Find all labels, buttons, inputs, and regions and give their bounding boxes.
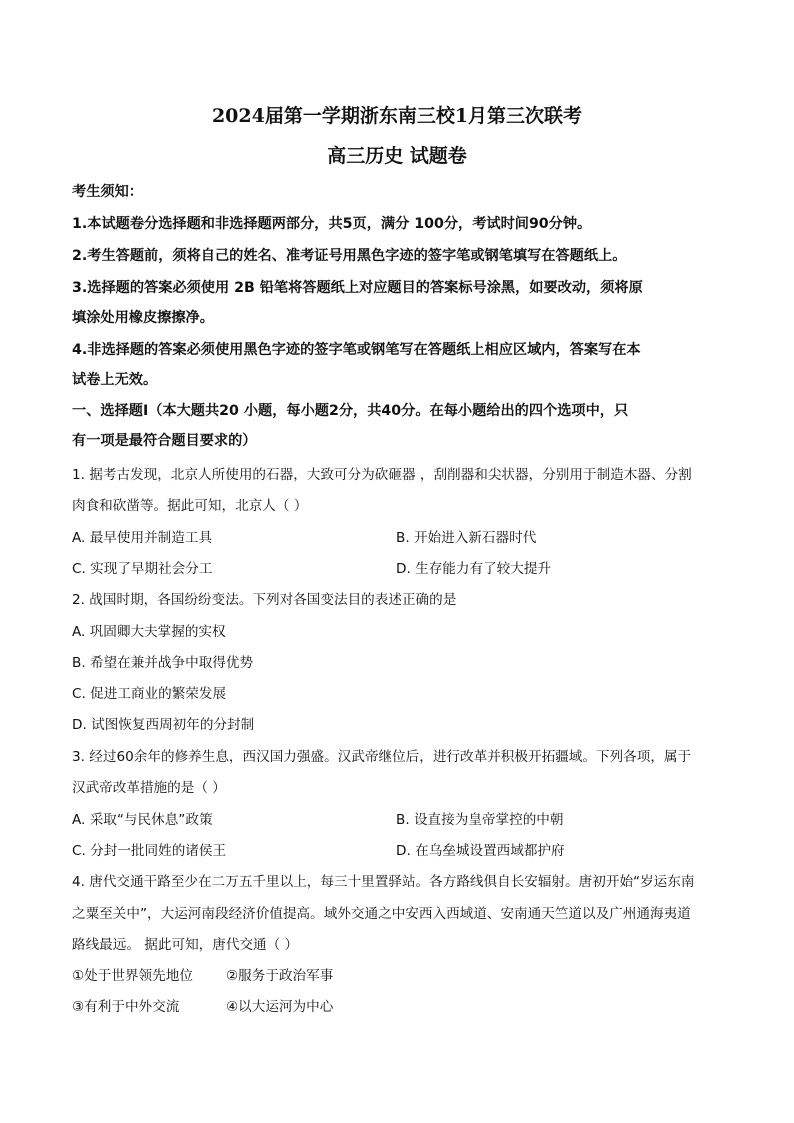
- question-1-stem-cont: 肉食和砍凿等。据此可知，北京人（ ）: [72, 498, 308, 514]
- question-3-stem: 3. 经过60余年的修养生息，西汉国力强盛。汉武帝继位后，进行改革并积极开拓疆域。下列各项，属于: [72, 749, 692, 765]
- question-4-statement-3: ③有利于中外交流: [72, 999, 180, 1015]
- question-4-statement-1: ①处于世界领先地位: [72, 968, 193, 984]
- question-3-option-c: C. 分封一批同姓的诸侯王: [72, 843, 227, 859]
- question-3-option-a: A. 采取“与民休息”政策: [72, 812, 213, 828]
- question-4-statement-2: ②服务于政治军事: [226, 968, 334, 984]
- notice-item-3-cont: 填涂处用橡皮擦擦净。: [72, 310, 214, 326]
- question-2-option-d: D. 试图恢复西周初年的分封制: [72, 717, 255, 733]
- question-3-option-b: B. 设直接为皇帝掌控的中朝: [396, 812, 564, 828]
- notice-item-3: 3.选择题的答案必须使用 2B 铅笔将答题纸上对应题目的答案标号涂黑，如要改动，须将原: [72, 280, 643, 296]
- notice-item-2: 2.考生答题前，须将自己的姓名、准考证号用黑色字迹的签字笔或钢笔填写在答题纸上。: [72, 248, 627, 264]
- section-heading-cont: 有一项是最符合题目要求的）: [72, 433, 257, 449]
- question-1-stem: 1. 据考古发现，北京人所使用的石器，大致可分为砍砸器 ，刮削器和尖状器，分别用于制造木器、分割: [72, 467, 692, 483]
- question-4-statement-4: ④以大运河为中心: [226, 999, 334, 1015]
- exam-subtitle: 高三历史 试题卷: [327, 145, 467, 167]
- question-1-option-d: D. 生存能力有了较大提升: [396, 561, 552, 577]
- question-2-stem: 2. 战国时期，各国纷纷变法。下列对各国变法目的表述正确的是: [72, 592, 457, 608]
- question-3-stem-cont: 汉武帝改革措施的是（ ）: [72, 780, 226, 796]
- notice-item-4-cont: 试卷上无效。: [72, 372, 158, 388]
- question-2-option-b: B. 希望在兼并战争中取得优势: [72, 655, 254, 671]
- exam-title: 2024届第一学期浙东南三校1月第三次联考: [211, 105, 583, 127]
- section-heading: 一、选择题Ⅰ（本大题共20 小题，每小题2分，共40分。在每小题给出的四个选项中，只: [72, 403, 629, 419]
- question-1-option-c: C. 实现了早期社会分工: [72, 561, 213, 577]
- notice-item-1: 1.本试题卷分选择题和非选择题两部分，共5页，满分 100分，考试时间90分钟。: [72, 216, 592, 232]
- question-4-stem-cont: 之粟至关中”，大运河南段经济价值提高。域外交通之中安西入西域道、安南通天竺道以及广州通海夷道: [72, 906, 691, 922]
- question-2-option-a: A. 巩固卿大夫掌握的实权: [72, 624, 226, 640]
- question-4-stem-cont-2: 路线最远。 据此可知，唐代交通（ ）: [72, 937, 299, 953]
- question-1-option-b: B. 开始进入新石器时代: [396, 530, 537, 546]
- question-4-stem: 4. 唐代交通干路至少在二万五千里以上，每三十里置驿站。各方路线俱自长安辐射。唐初开始“岁运东南: [72, 874, 695, 890]
- question-3-option-d: D. 在乌垒城设置西域都护府: [396, 843, 565, 859]
- notice-heading: 考生须知：: [72, 184, 143, 200]
- question-1-option-a: A. 最早使用并制造工具: [72, 530, 213, 546]
- notice-item-4: 4.非选择题的答案必须使用黑色字迹的签字笔或钢笔写在答题纸上相应区域内，答案写在本: [72, 342, 641, 358]
- question-2-option-c: C. 促进工商业的繁荣发展: [72, 686, 227, 702]
